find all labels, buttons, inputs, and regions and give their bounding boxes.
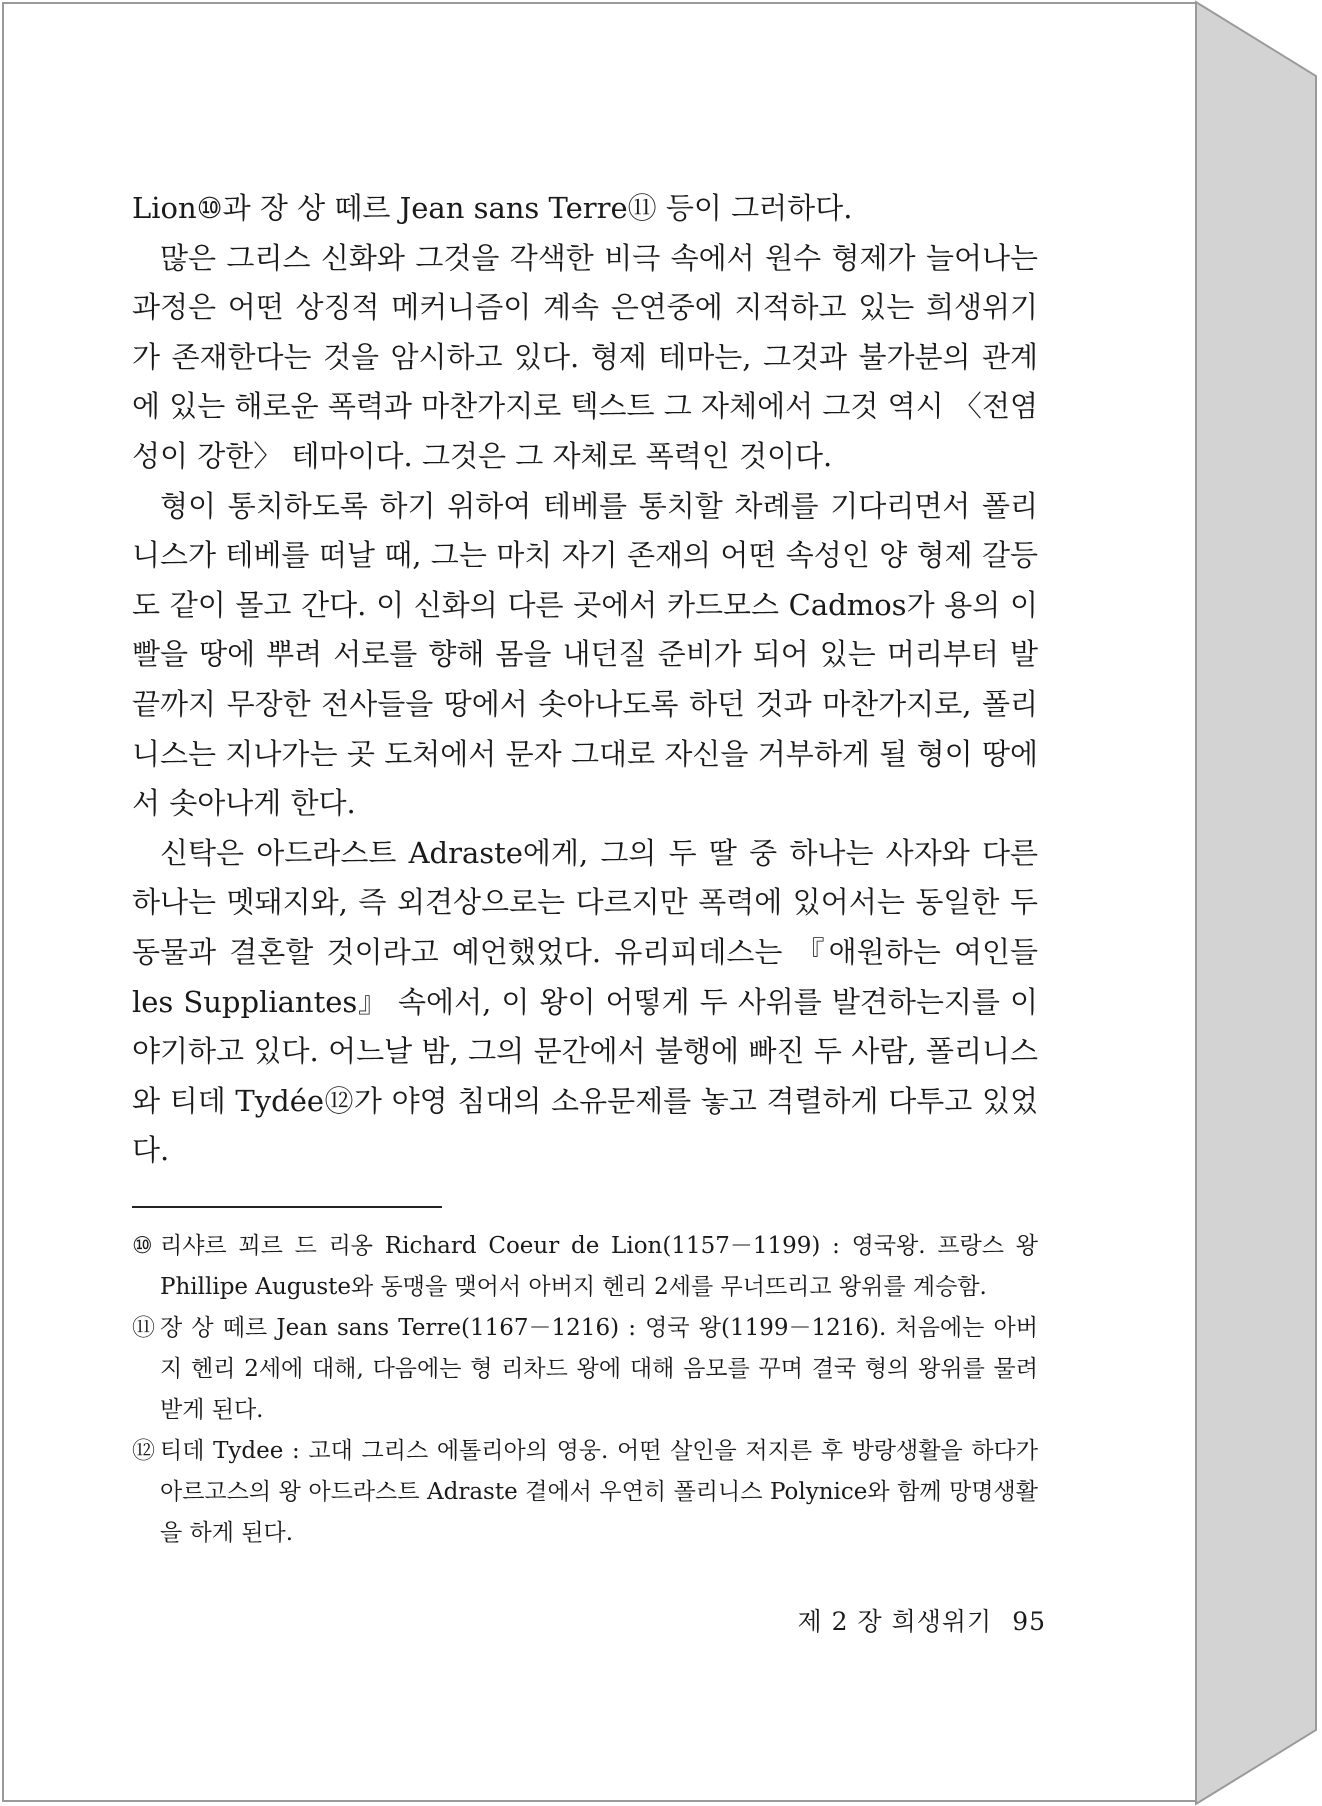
- footnote: [132, 1308, 1038, 1431]
- footnote: [132, 1226, 1038, 1308]
- body-paragraph: 신탁은 아드라스트 Adraste에게, 그의 두 딸 중 하나는 사자와 다른 하나는 멧돼지와, 즉 외견상으로는 다르지만 폭력에 있어서는 동일한 두 동물과 결혼할 것이라고 예언했었다. 유리피데스는 『애원하는 여인들 les Suppliantes』 속에서, 이 왕이 어떻게 두 사위를 발견하는지를 이야기하고 있다. 어느날 밤, 그의 문간에서 불행에 빠진 두 사람, 폴리니스와 티데 Tydée⑫가 야영 침대의 소유문제를 놓고 격렬하게 다투고 있었다.: [132, 835, 1038, 1168]
- footnote-mark: ⑩: [132, 1232, 153, 1259]
- page-number: 95: [1012, 1607, 1046, 1636]
- page-content: [132, 184, 1038, 1554]
- running-footer: [760, 1602, 1046, 1638]
- body-paragraph: 많은 그리스 신화와 그것을 각색한 비극 속에서 원수 형제가 늘어나는 과정은 어떤 상징적 메커니즘이 계속 은연중에 지적하고 있는 희생위기가 존재한다는 것을 암시하고 있다. 형제 테마는, 그것과 불가분의 관계에 있는 해로운 폭력과 마찬가지로 텍스트 그 자체에서 그것 역시 〈전염성이 강한〉 테마이다. 그것은 그 자체로 폭력인 것이다.: [132, 240, 1038, 473]
- footnote: [132, 1431, 1038, 1554]
- body-paragraph: Lion⑩과 장 상 떼르 Jean sans Terre⑪ 등이 그러하다.: [132, 191, 853, 225]
- footnote-mark: ⑫: [132, 1437, 155, 1464]
- chapter-title: 제 2 장 희생위기: [797, 1607, 993, 1636]
- body-paragraph: 형이 통치하도록 하기 위하여 테베를 통치할 차례를 기다리면서 폴리니스가 테베를 떠날 때, 그는 마치 자기 존재의 어떤 속성인 양 형제 갈등도 같이 몰고 간다. 이 신화의 다른 곳에서 카드모스 Cadmos가 용의 이빨을 땅에 뿌려 서로를 향해 몸을 내던질 준비가 되어 있는 머리부터 발끝까지 무장한 전사들을 땅에서 솟아나도록 하던 것과 마찬가지로, 폴리니스는 지나가는 곳 도처에서 문자 그대로 자신을 거부하게 될 형이 땅에서 솟아나게 한다.: [132, 488, 1038, 821]
- page-stack-side-shape: [1196, 2, 1316, 1804]
- footnote-separator: [132, 1206, 442, 1208]
- footnote-text: 리샤르 꾀르 드 리옹 Richard Coeur de Lion(1157－1199) : 영국왕. 프랑스 왕 Phillipe Auguste와 동맹을 맺어서 아버지 헨리 2세를 무너뜨리고 왕위를 계승함.: [160, 1232, 1038, 1300]
- footnote-mark: ⑪: [132, 1314, 155, 1341]
- footnote-text: 티데 Tydee : 고대 그리스 에톨리아의 영웅. 어떤 살인을 저지른 후 방랑생활을 하다가 아르고스의 왕 아드라스트 Adraste 곁에서 우연히 폴리니스 Polynice와 함께 망명생활을 하게 된다.: [160, 1437, 1038, 1546]
- footnote-text: 장 상 떼르 Jean sans Terre(1167－1216) : 영국 왕(1199－1216). 처음에는 아버지 헨리 2세에 대해, 다음에는 형 리차드 왕에 대해 음모를 꾸며 결국 형의 왕위를 물려받게 된다.: [160, 1314, 1038, 1423]
- page-stack-edge: [1190, 0, 1322, 1806]
